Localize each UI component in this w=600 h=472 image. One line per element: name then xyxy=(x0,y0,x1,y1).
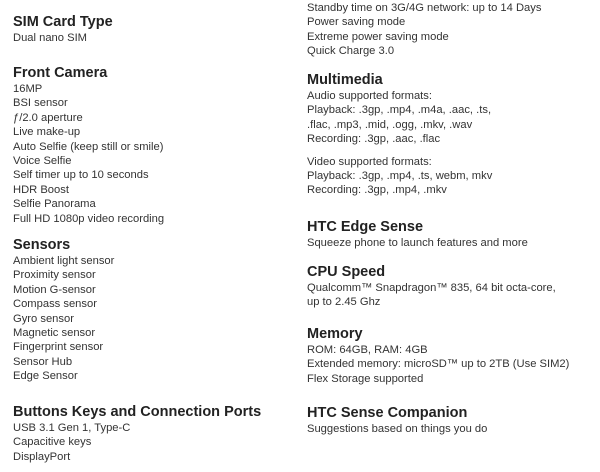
spec-line: Voice Selfie xyxy=(13,155,72,168)
spec-line: Edge Sensor xyxy=(13,370,78,383)
spec-line: Capacitive keys xyxy=(13,436,92,449)
sensors-lines xyxy=(13,254,114,384)
buttons-ports-lines xyxy=(13,421,261,464)
buttons-ports-heading: Buttons Keys and Connection Ports xyxy=(13,404,262,420)
memory-lines xyxy=(307,343,569,386)
spec-line: ROM: 64GB, RAM: 4GB xyxy=(307,344,428,356)
edge-sense-heading: HTC Edge Sense xyxy=(307,219,424,235)
spec-line: Squeeze phone to launch features and more xyxy=(307,237,528,249)
spec-line: Playback: .3gp, .mp4, .ts, webm, mkv xyxy=(307,170,493,183)
spec-line: Standby time on 3G/4G network: up to 14 Days xyxy=(307,2,542,14)
spec-line: HDR Boost xyxy=(13,183,69,196)
sense-companion-section xyxy=(307,404,487,436)
spec-line: Live make-up xyxy=(13,126,81,139)
spec-line: Recording: .3gp, .aac, .flac xyxy=(307,133,441,146)
spec-line: Proximity sensor xyxy=(13,269,96,282)
edge-sense-section xyxy=(307,218,528,250)
multimedia-heading: Multimedia xyxy=(307,72,383,88)
spec-line: BSI sensor xyxy=(13,97,68,110)
spec-line: Gyro sensor xyxy=(13,312,74,325)
spec-line: DisplayPort xyxy=(13,450,71,463)
memory-section xyxy=(307,325,569,386)
battery-lines xyxy=(307,1,541,59)
sim-card-lines xyxy=(13,31,113,45)
sim-card-heading: SIM Card Type xyxy=(13,14,113,30)
spec-line: Full HD 1080p video recording xyxy=(13,212,165,225)
spec-line: Video supported formats: xyxy=(307,155,432,168)
spec-line: Playback: .3gp, .mp4, .m4a, .aac, .ts, xyxy=(307,104,492,117)
spec-line: Extreme power saving mode xyxy=(307,30,449,43)
spec-line: Ambient light sensor xyxy=(13,255,115,267)
spec-line: 16MP xyxy=(13,83,43,95)
battery-section xyxy=(307,1,541,59)
spec-line: Audio supported formats: xyxy=(307,90,432,102)
spec-line: Extended memory: microSD™ up to 2TB (Use SIM2) xyxy=(307,358,570,371)
spec-line: Qualcomm™ Snapdragon™ 835, 64 bit octa-core, xyxy=(307,282,556,294)
spec-line: Recording: .3gp, .mp4, .mkv xyxy=(307,184,447,197)
spec-line: Dual nano SIM xyxy=(13,32,88,44)
video-formats-lines xyxy=(307,155,492,198)
buttons-ports-section xyxy=(13,403,261,464)
sensors-section xyxy=(13,236,114,384)
sim-card-section xyxy=(13,13,113,45)
spec-line: .flac, .mp3, .mid, .ogg, .mkv, .wav xyxy=(307,118,473,131)
spec-line: Power saving mode xyxy=(307,16,406,29)
format-gap xyxy=(307,147,492,155)
sense-companion-heading: HTC Sense Companion xyxy=(307,405,468,421)
spec-line: Flex Storage supported xyxy=(307,372,424,385)
spec-line: Quick Charge 3.0 xyxy=(307,45,395,58)
spec-line: Fingerprint sensor xyxy=(13,341,104,354)
cpu-speed-heading: CPU Speed xyxy=(307,264,386,280)
sensors-heading: Sensors xyxy=(13,237,71,253)
cpu-speed-lines xyxy=(307,281,556,310)
audio-formats-lines xyxy=(307,89,492,147)
spec-line: Magnetic sensor xyxy=(13,327,96,340)
front-camera-heading: Front Camera xyxy=(13,65,108,81)
cpu-speed-section xyxy=(307,263,556,310)
spec-line: Auto Selfie (keep still or smile) xyxy=(13,140,164,153)
spec-line: up to 2.45 Ghz xyxy=(307,296,381,309)
sense-companion-lines xyxy=(307,422,487,436)
spec-line: Compass sensor xyxy=(13,298,97,311)
spec-line: ƒ/2.0 aperture xyxy=(13,111,83,124)
spec-line: Motion G-sensor xyxy=(13,283,96,296)
spec-line: Selfie Panorama xyxy=(13,198,96,211)
spec-line: Suggestions based on things you do xyxy=(307,423,488,435)
front-camera-section xyxy=(13,64,164,226)
edge-sense-lines xyxy=(307,236,528,250)
multimedia-section xyxy=(307,71,492,198)
spec-line: Sensor Hub xyxy=(13,355,73,368)
front-camera-lines xyxy=(13,82,164,226)
spec-line: Self timer up to 10 seconds xyxy=(13,169,149,182)
spec-line: USB 3.1 Gen 1, Type-C xyxy=(13,422,131,434)
memory-heading: Memory xyxy=(307,326,363,342)
